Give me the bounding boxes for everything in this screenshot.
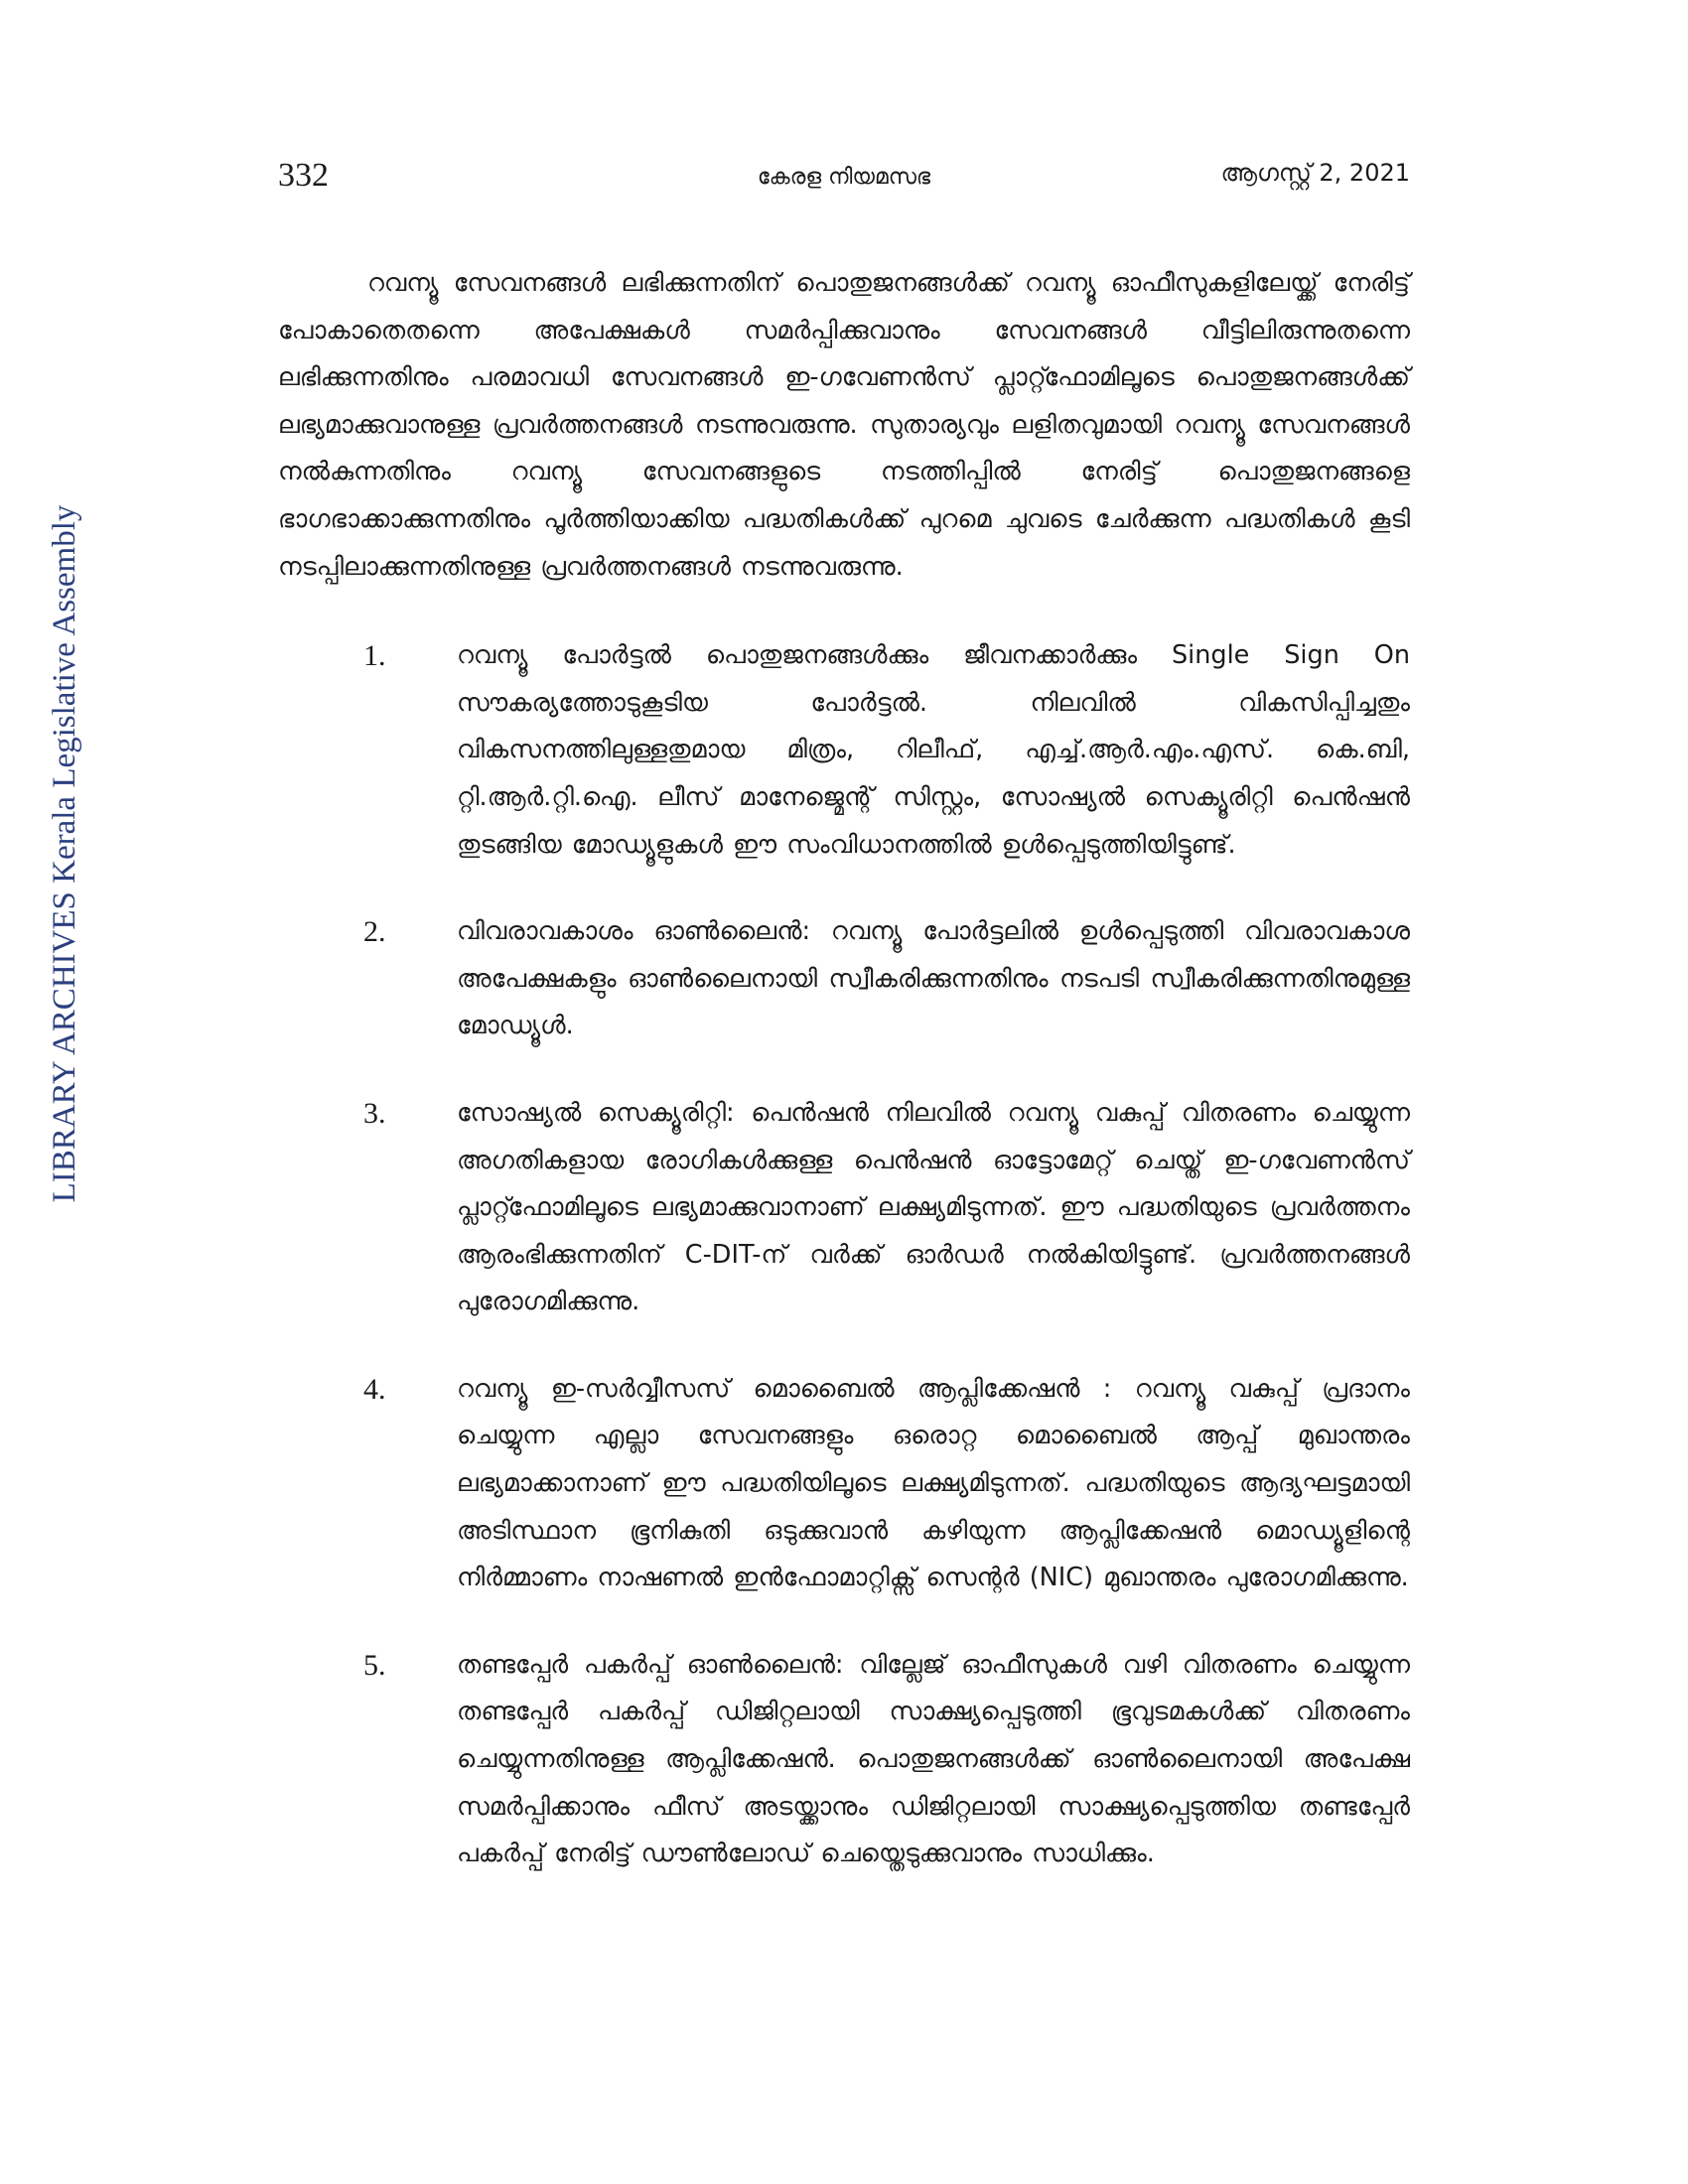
list-item-text: തണ്ടപ്പേർ പകർപ്പ് ഓൺലൈൻ: വില്ലേജ് ഓഫീസുകൾ വഴി വിതരണം ചെയ്യുന്ന തണ്ടപ്പേർ പകർപ്പ് ഡിജിറ്റലായി സാക്ഷ്യപ്പെടുത്തി ഭൂവുടമകൾക്ക് വിതരണം ചെയ്യുന്നതിനുള്ള ആപ്ലിക്കേഷൻ. പൊതുജനങ്ങൾക്ക് ഓൺലൈനായി അപേക്ഷ സമർപ്പിക്കാനും ഫീസ് അടയ്ക്കാനും ഡിജിറ്റലായി സാക്ഷ്യപ്പെടുത്തിയ തണ്ടപ്പേർ പകർപ്പ് നേരിട്ട് ഡൗൺലോഡ് ചെയ്തെടുക്കുവാനും സാധിക്കും. [457, 1649, 1410, 1869]
list-item-number: 1. [363, 639, 386, 673]
running-title: കേരള നിയമസഭ [757, 165, 931, 190]
list-item [278, 1642, 1410, 1878]
header-date: ആഗസ്റ്റ് 2, 2021 [1220, 159, 1410, 187]
list-item-text: റവന്യൂ പോർട്ടൽ പൊതുജനങ്ങൾക്കും ജീവനക്കാർക്കും Single Sign On സൗകര്യത്തോടുകൂടിയ പോർട്ടൽ. നിലവിൽ വികസിപ്പിച്ചതും വികസനത്തിലുള്ളതുമായ മിത്രം, റിലീഫ്, എച്ച്.ആർ.എം.എസ്. കെ.ബി, റ്റി.ആർ.റ്റി.ഐ. ലീസ് മാനേജ്മെന്റ് സിസ്റ്റം, സോഷ്യൽ സെക്യൂരിറ്റി പെൻഷൻ തുടങ്ങിയ മോഡ്യൂളുകൾ ഈ സംവിധാനത്തിൽ ഉൾപ്പെടുത്തിയിട്ടുണ്ട്. [457, 640, 1410, 860]
archive-watermark: LIBRARY ARCHIVES Kerala Legislative Assembly [47, 504, 82, 1203]
list-item-text: റവന്യൂ ഇ-സർവ്വീസസ് മൊബൈൽ ആപ്ലിക്കേഷൻ : റവന്യൂ വകുപ്പ് പ്രദാനം ചെയ്യുന്ന എല്ലാ സേവനങ്ങളും ഒരൊറ്റ മൊബൈൽ ആപ്പ് മുഖാന്തരം ലഭ്യമാക്കാനാണ് ഈ പദ്ധതിയിലൂടെ ലക്ഷ്യമിടുന്നത്. പദ്ധതിയുടെ ആദ്യഘട്ടമായി അടിസ്ഥാന ഭൂനികുതി ഒടുക്കുവാൻ കഴിയുന്ന ആപ്ലിക്കേഷൻ മൊഡ്യൂളിന്റെ നിർമ്മാണം നാഷണൽ ഇൻഫോമാറ്റിക്സ് സെന്റർ (NIC) മുഖാന്തരം പുരോഗമിക്കുന്നു. [457, 1373, 1410, 1593]
page-number: 332 [278, 157, 329, 194]
list-item-number: 4. [363, 1372, 386, 1406]
list-item-text: സോഷ്യൽ സെക്യൂരിറ്റി: പെൻഷൻ നിലവിൽ റവന്യൂ വകുപ്പ് വിതരണം ചെയ്യുന്ന അഗതികളായ രോഗികൾക്കുള്ള പെൻഷൻ ഓട്ടോമേറ്റ് ചെയ്ത് ഇ-ഗവേണൻസ് പ്ലാറ്റ്ഫോമിലൂടെ ലഭ്യമാക്കുവാനാണ് ലക്ഷ്യമിടുന്നത്. ഈ പദ്ധതിയുടെ പ്രവർത്തനം ആരംഭിക്കുന്നതിന് C-DIT-ന് വർക്ക് ഓർഡർ നൽകിയിട്ടുണ്ട്. പ്രവർത്തനങ്ങൾ പുരോഗമിക്കുന്നു. [457, 1097, 1410, 1317]
document-body [278, 260, 1410, 1878]
list-item-number: 5. [363, 1648, 386, 1682]
list-item [278, 908, 1410, 1050]
list-item-text: വിവരാവകാശം ഓൺലൈൻ: റവന്യൂ പോർട്ടലിൽ ഉൾപ്പെടുത്തി വിവരാവകാശ അപേക്ഷകളും ഓൺലൈനായി സ്വീകരിക്കുന്നതിനും നടപടി സ്വീകരിക്കുന്നതിനുമുള്ള മോഡ്യൂൾ. [457, 916, 1410, 1041]
list-item-number: 3. [363, 1096, 386, 1130]
list-item [278, 1366, 1410, 1602]
list-item [278, 1090, 1410, 1326]
intro-paragraph: റവന്യൂ സേവനങ്ങൾ ലഭിക്കുന്നതിന് പൊതുജനങ്ങൾക്ക് റവന്യൂ ഓഫീസുകളിലേയ്ക്ക് നേരിട്ട് പോകാതെതന്നെ അപേക്ഷകൾ സമർപ്പിക്കുവാനും സേവനങ്ങൾ വീട്ടിലിരുന്നുതന്നെ ലഭിക്കുന്നതിനും പരമാവധി സേവനങ്ങൾ ഇ-ഗവേണൻസ് പ്ലാറ്റ്ഫോമിലൂടെ പൊതുജനങ്ങൾക്ക് ലഭ്യമാക്കുവാനുള്ള പ്രവർത്തനങ്ങൾ നടന്നുവരുന്നു. സുതാര്യവും ലളിതവുമായി റവന്യൂ സേവനങ്ങൾ നൽകുന്നതിനും റവന്യൂ സേവനങ്ങളുടെ നടത്തിപ്പിൽ നേരിട്ട് പൊതുജനങ്ങളെ ഭാഗഭാക്കാക്കുന്നതിനും പൂർത്തിയാക്കിയ പദ്ധതികൾക്ക് പുറമെ ചുവടെ ചേർക്കുന്ന പദ്ധതികൾ കൂടി നടപ്പിലാക്കുന്നതിനുള്ള പ്രവർത്തനങ്ങൾ നടന്നുവരുന്നു. [278, 268, 1410, 582]
list-item-number: 2. [363, 915, 386, 949]
page-header [278, 149, 1410, 208]
list-item [278, 632, 1410, 869]
